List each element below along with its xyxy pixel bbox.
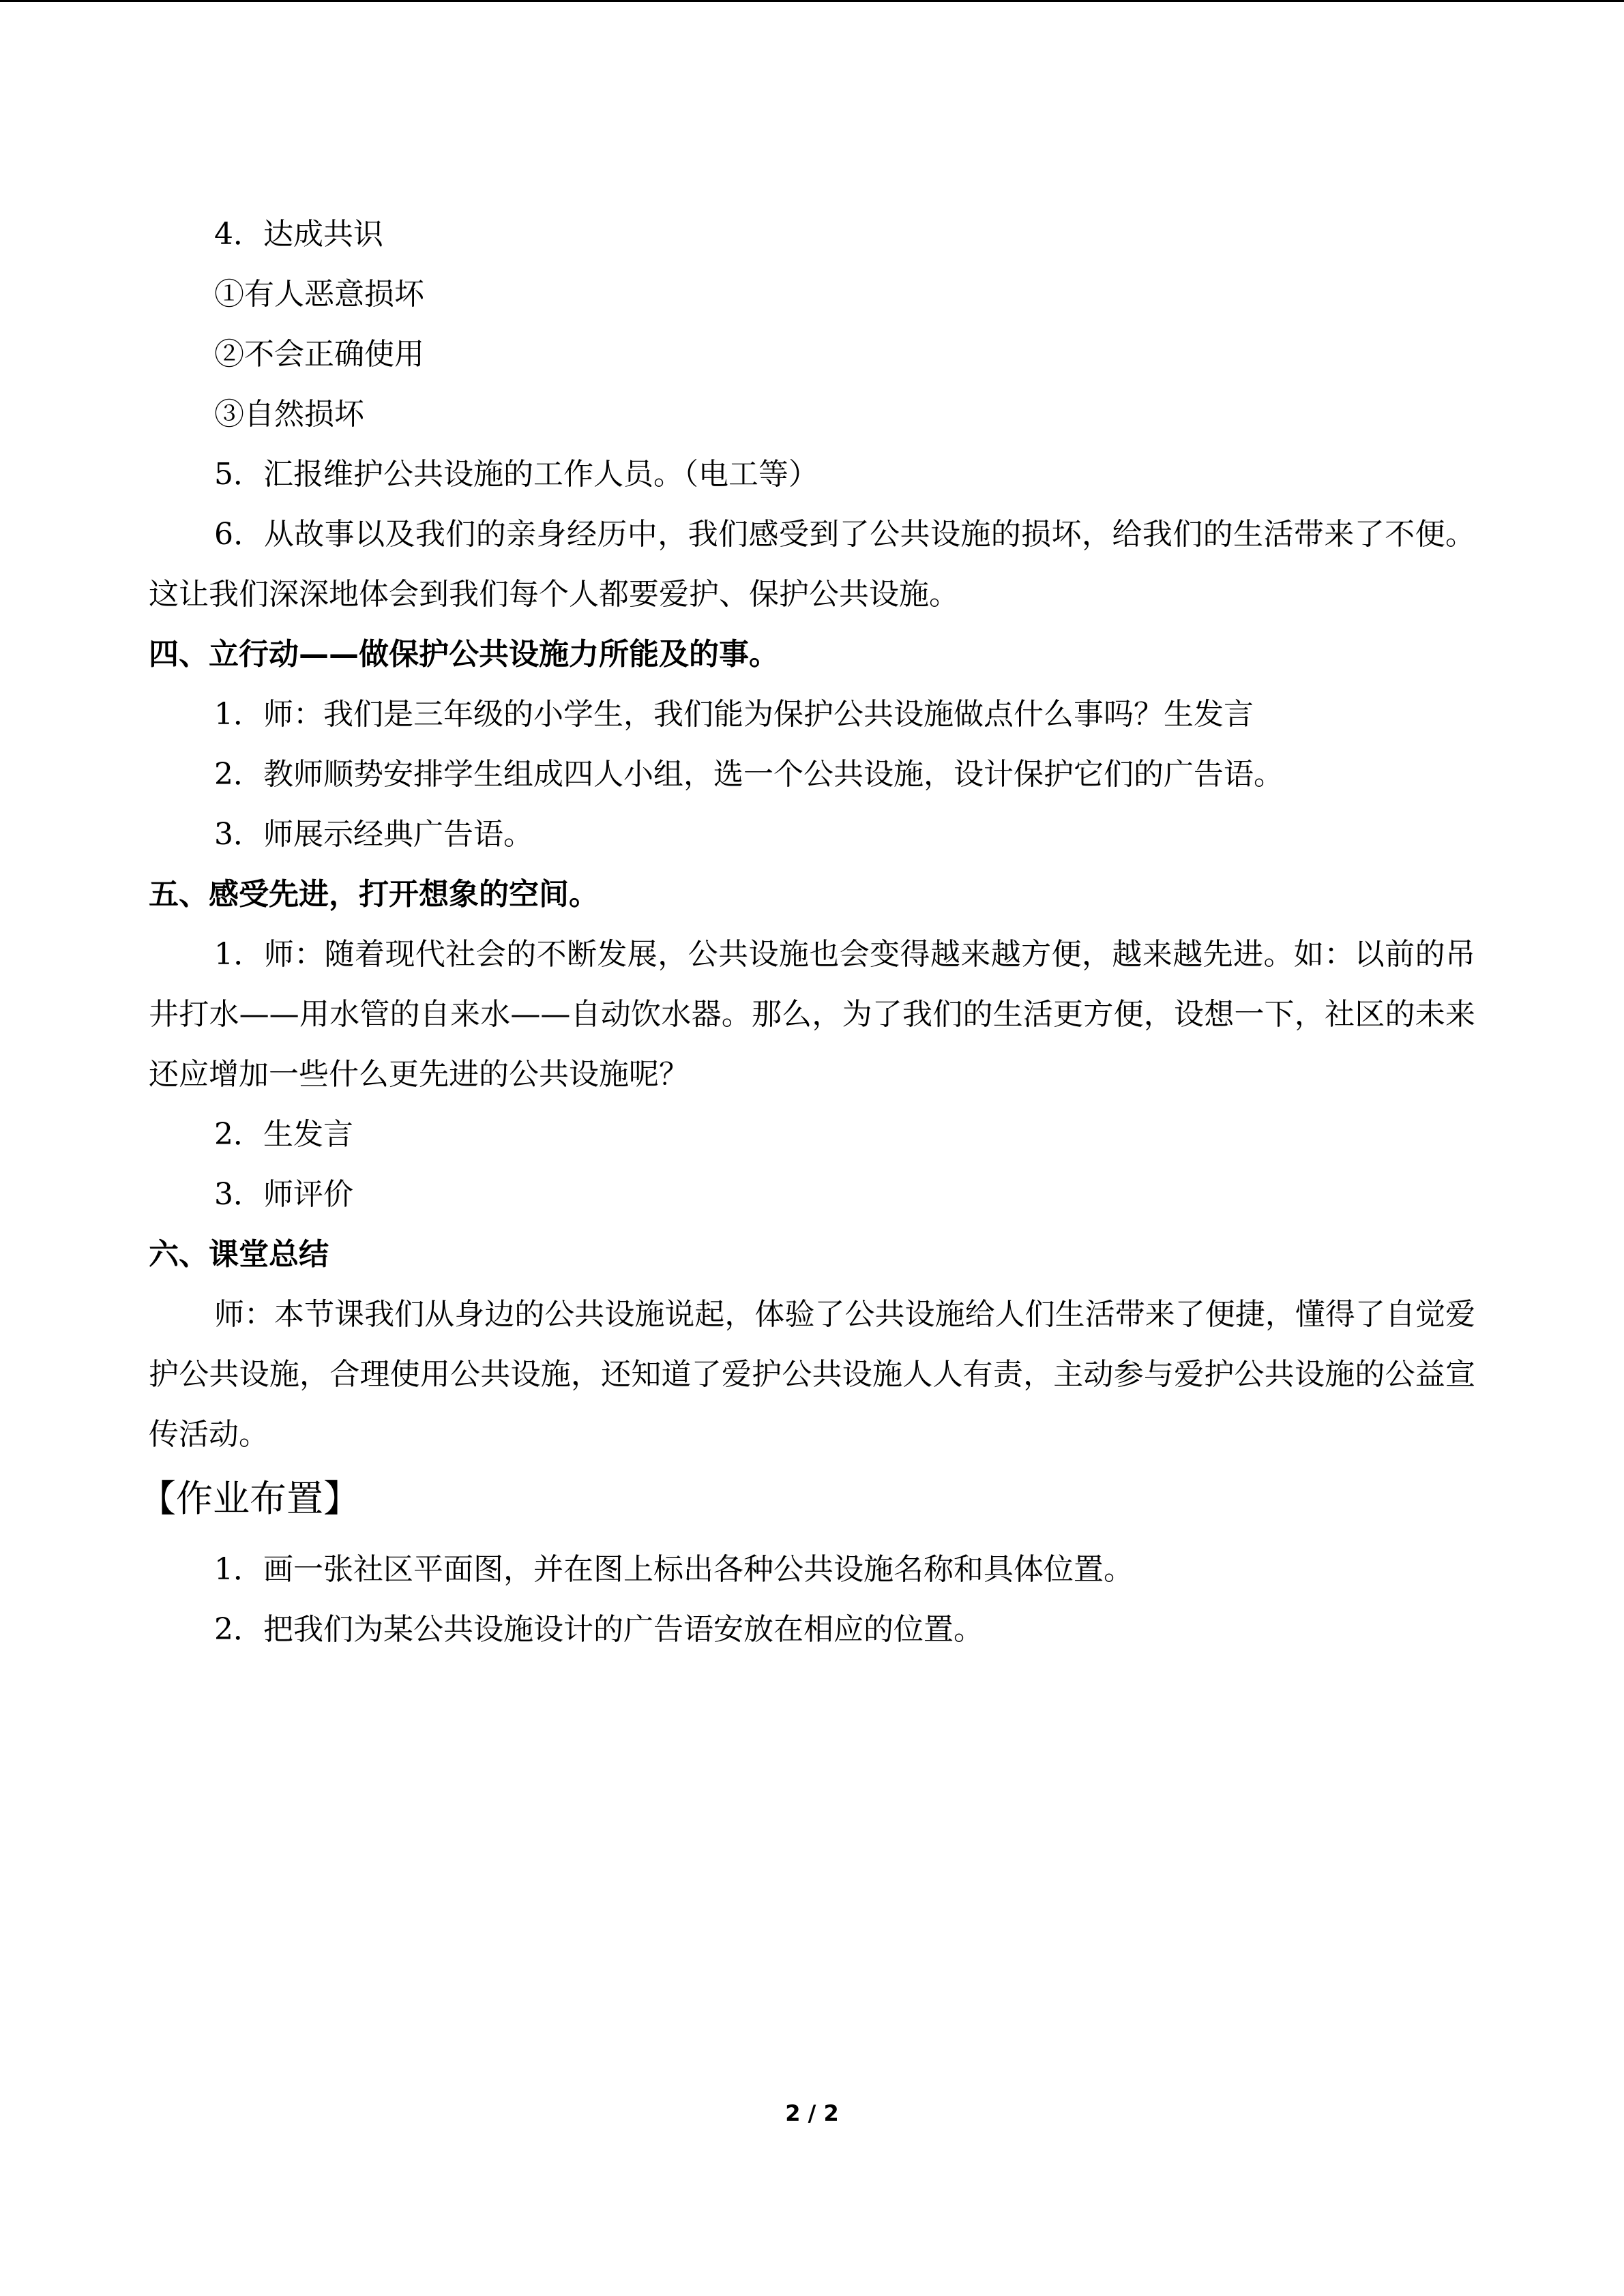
text-line: 3．师展示经典广告语。 — [214, 817, 533, 852]
text-line: 5．汇报维护公共设施的工作人员。（电工等） — [214, 457, 818, 492]
text-line: 2．教师顺势安排学生组成四人小组，选一个公共设施，设计保护它们的广告语。 — [214, 757, 1284, 792]
document-body — [139, 205, 1475, 1660]
paragraph: 师：本节课我们从身边的公共设施说起，体验了公共设施给人们生活带来了便捷，懂得了自觉爱护公共设施，合理使用公共设施，还知道了爱护公共设施人人有责，主动参与爱护公共设施的公益宣传活动。 — [149, 1297, 1475, 1452]
page-number: 2 / 2 — [785, 2100, 839, 2126]
paragraph: 6．从故事以及我们的亲身经历中，我们感受到了公共设施的损坏，给我们的生活带来了不便。这让我们深深地体会到我们每个人都要爱护、保护公共设施。 — [149, 517, 1475, 612]
paragraph: 1．师：随着现代社会的不断发展，公共设施也会变得越来越方便，越来越先进。如：以前的吊井打水——用水管的自来水——自动饮水器。那么，为了我们的生活更方便，设想一下，社区的未来还应增加一些什么更先进的公共设施呢？ — [149, 937, 1475, 1092]
text-line: ③自然损坏 — [214, 397, 364, 432]
text-line: 1．画一张社区平面图，并在图上标出各种公共设施名称和具体位置。 — [214, 1552, 1134, 1587]
text-line: 3．师评价 — [214, 1177, 353, 1212]
top-border-line — [0, 0, 1624, 2]
text-line: 4．达成共识 — [214, 217, 383, 252]
text-line: 2．生发言 — [214, 1117, 353, 1152]
text-line: 1．师：我们是三年级的小学生，我们能为保护公共设施做点什么事吗？生发言 — [214, 697, 1254, 732]
section-heading: 六、课堂总结 — [149, 1237, 329, 1272]
text-line: 2．把我们为某公共设施设计的广告语安放在相应的位置。 — [214, 1612, 984, 1647]
section-heading: 五、感受先进，打开想象的空间。 — [149, 877, 599, 912]
text-line: ①有人恶意损坏 — [214, 277, 424, 312]
text-line: ②不会正确使用 — [214, 337, 424, 372]
homework-section-title: 【作业布置】 — [139, 1477, 360, 1520]
section-heading: 四、立行动——做保护公共设施力所能及的事。 — [149, 637, 779, 672]
